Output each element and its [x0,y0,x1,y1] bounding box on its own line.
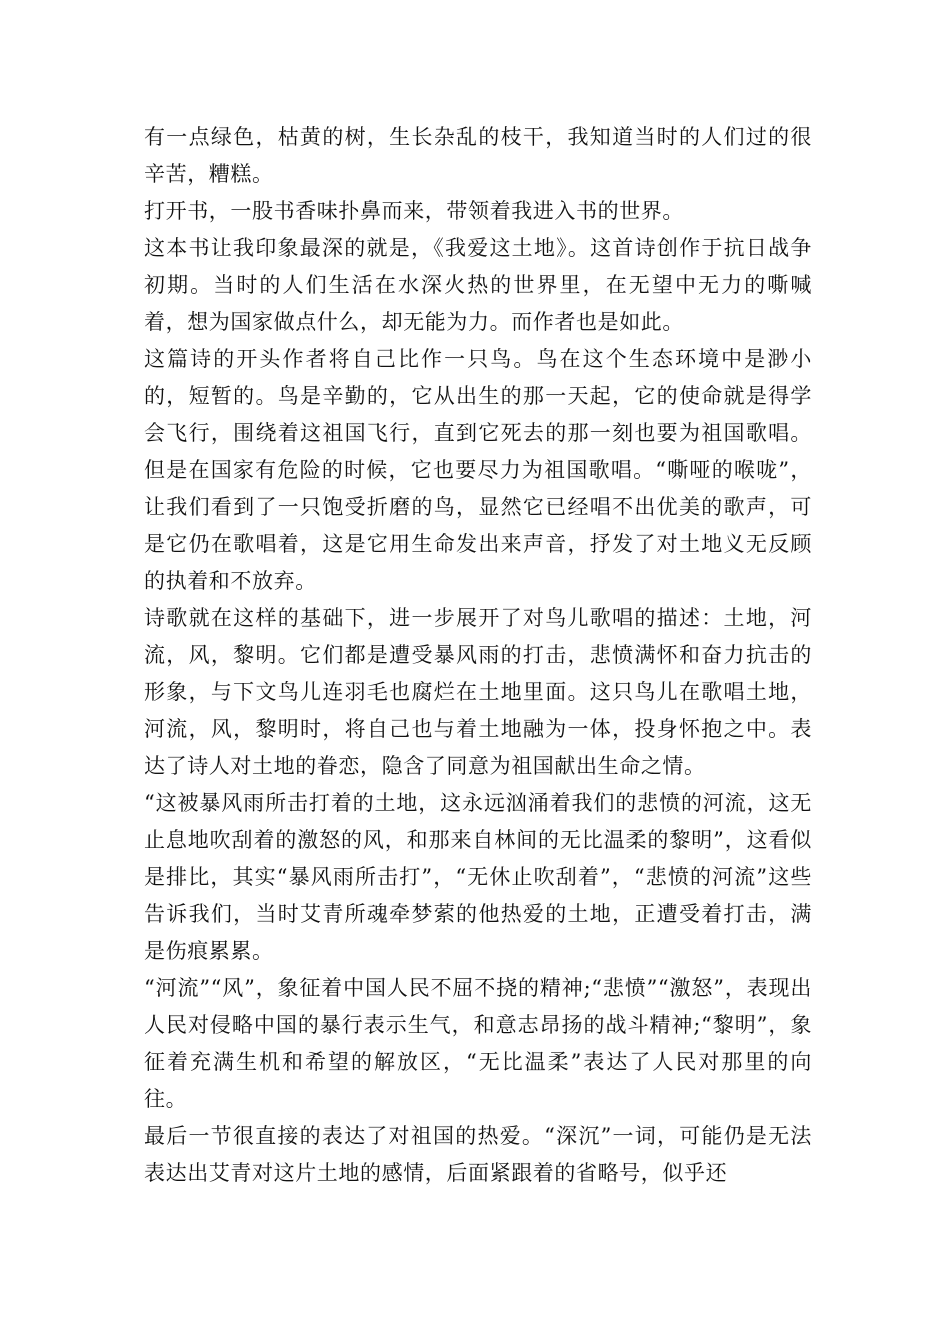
document-body [144,119,812,1192]
paragraph-5: 诗歌就在这样的基础下，进一步展开了对鸟儿歌唱的描述：土地，河流，风，黎明。它们都是遭受暴风雨的打击，悲愤满怀和奋力抗击的形象，与下文鸟儿连羽毛也腐烂在土地里面。这只鸟儿在歌唱土地，河流，风，黎明时，将自己也与着土地融为一体，投身怀抱之中。表达了诗人对土地的眷恋，隐含了同意为祖国献出生命之情。 [144,606,812,778]
paragraph-6: “这被暴风雨所击打着的土地，这永远汹涌着我们的悲愤的河流，这无止息地吹刮着的激怒的风，和那来自林间的无比温柔的黎明”，这看似是排比，其实“暴风雨所击打”，“无休止吹刮着”，“悲愤的河流”这些告诉我们，当时艾青所魂牵梦萦的他热爱的土地，正遭受着打击，满是伤痕累累。 [144,791,812,963]
paragraph-2: 打开书，一股书香味扑鼻而来，带领着我进入书的世界。 [144,199,684,223]
paragraph-8: 最后一节很直接的表达了对祖国的热爱。“深沉”一词，可能仍是无法表达出艾青对这片土地的感情，后面紧跟着的省略号，似乎还 [144,1124,812,1185]
paragraph-7: “河流”“风”，象征着中国人民不屈不挠的精神;“悲愤”“激怒”，表现出人民对侵略中国的暴行表示生气，和意志昂扬的战斗精神;“黎明”，象征着充满生机和希望的解放区，“无比温柔”表达了人民对那里的向往。 [144,976,812,1111]
paragraph-3: 这本书让我印象最深的就是，《我爱这土地》。这首诗创作于抗日战争初期。当时的人们生活在水深火热的世界里，在无望中无力的嘶喊着，想为国家做点什么，却无能为力。而作者也是如此。 [144,236,812,334]
paragraph-4: 这篇诗的开头作者将自己比作一只鸟。鸟在这个生态环境中是渺小的，短暂的。鸟是辛勤的，它从出生的那一天起，它的使命就是得学会飞行，围绕着这祖国飞行，直到它死去的那一刻也要为祖国歌唱。但是在国家有危险的时候，它也要尽力为祖国歌唱。“嘶哑的喉咙”，让我们看到了一只饱受折磨的鸟，显然它已经唱不出优美的歌声，可是它仍在歌唱着，这是它用生命发出来声音，抒发了对土地义无反顾的执着和不放弃。 [144,347,812,593]
paragraph-1: 有一点绿色，枯黄的树，生长杂乱的枝干，我知道当时的人们过的很辛苦，糟糕。 [144,125,812,186]
